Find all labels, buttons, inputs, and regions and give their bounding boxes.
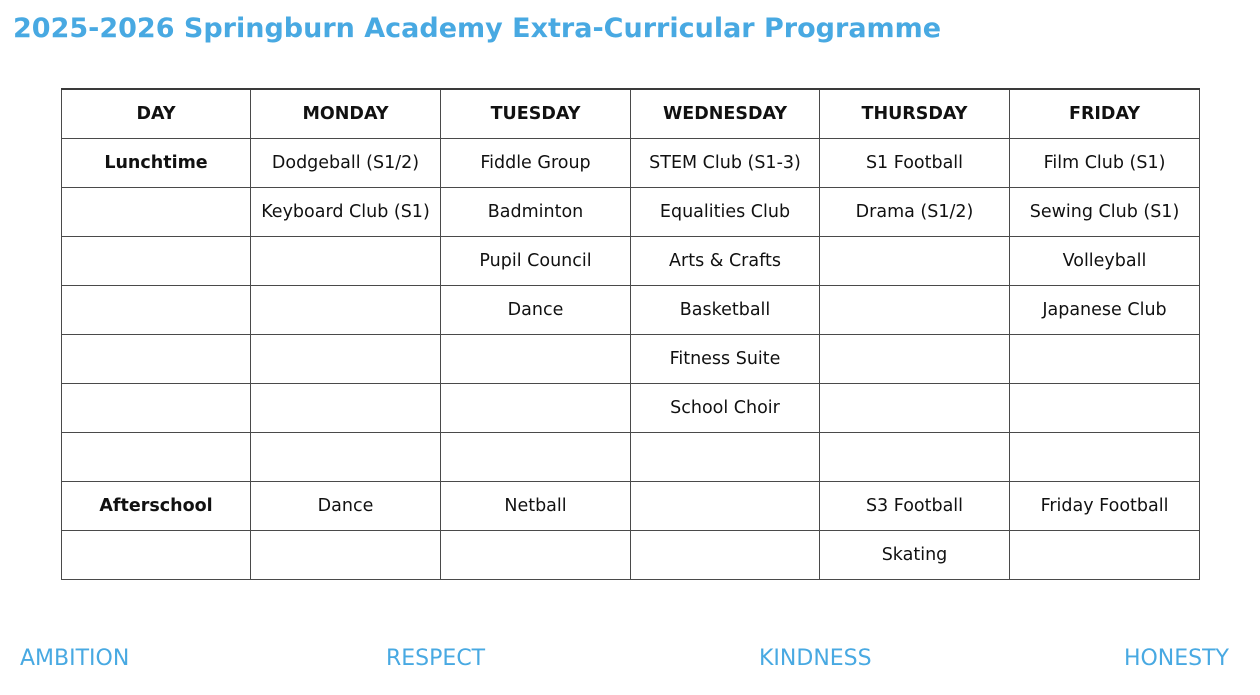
table-cell: Drama (S1/2)	[820, 188, 1010, 237]
value-kindness: KINDNESS	[759, 646, 872, 671]
table-cell: STEM Club (S1-3)	[631, 139, 820, 188]
table-cell: Keyboard Club (S1)	[251, 188, 441, 237]
session-label: Lunchtime	[62, 139, 251, 188]
table-cell	[1010, 433, 1200, 482]
session-label	[62, 531, 251, 580]
column-header-tuesday: TUESDAY	[441, 89, 631, 139]
table-row	[62, 433, 1200, 482]
table-cell: Film Club (S1)	[1010, 139, 1200, 188]
column-header-thursday: THURSDAY	[820, 89, 1010, 139]
table-row	[62, 286, 1200, 335]
header-row	[62, 89, 1200, 139]
table-cell: Fitness Suite	[631, 335, 820, 384]
session-label	[62, 188, 251, 237]
table-cell	[251, 433, 441, 482]
table-cell: Dodgeball (S1/2)	[251, 139, 441, 188]
column-header-monday: MONDAY	[251, 89, 441, 139]
table-cell: Pupil Council	[441, 237, 631, 286]
session-label	[62, 237, 251, 286]
session-label	[62, 286, 251, 335]
table-cell	[1010, 335, 1200, 384]
table-cell	[631, 433, 820, 482]
table-cell	[820, 384, 1010, 433]
table-row	[62, 531, 1200, 580]
table-cell: Basketball	[631, 286, 820, 335]
table-cell: Friday Football	[1010, 482, 1200, 531]
session-label: Afterschool	[62, 482, 251, 531]
table-cell	[441, 531, 631, 580]
table-cell	[251, 237, 441, 286]
session-label	[62, 384, 251, 433]
table-cell: Volleyball	[1010, 237, 1200, 286]
school-values-footer	[0, 642, 1260, 676]
column-header-day: DAY	[62, 89, 251, 139]
table-cell	[631, 482, 820, 531]
table-cell	[441, 335, 631, 384]
table-row	[62, 237, 1200, 286]
table-cell	[820, 237, 1010, 286]
table-cell: Badminton	[441, 188, 631, 237]
session-label	[62, 335, 251, 384]
table-cell: Equalities Club	[631, 188, 820, 237]
table-cell	[441, 433, 631, 482]
column-header-wednesday: WEDNESDAY	[631, 89, 820, 139]
value-ambition: AMBITION	[20, 646, 130, 671]
session-label	[62, 433, 251, 482]
table-cell: Dance	[251, 482, 441, 531]
value-honesty: HONESTY	[1123, 646, 1229, 671]
table-cell: S3 Football	[820, 482, 1010, 531]
table-cell	[251, 531, 441, 580]
table-cell	[1010, 384, 1200, 433]
table-cell: Skating	[820, 531, 1010, 580]
table-row	[62, 335, 1200, 384]
table-cell	[441, 384, 631, 433]
table-cell	[820, 335, 1010, 384]
table-cell: School Choir	[631, 384, 820, 433]
value-respect: RESPECT	[386, 646, 486, 671]
table-cell: S1 Football	[820, 139, 1010, 188]
table-cell	[251, 335, 441, 384]
table-cell: Arts & Crafts	[631, 237, 820, 286]
page-title: 2025-2026 Springburn Academy Extra-Curricular Programme	[13, 13, 942, 44]
timetable	[61, 88, 1200, 580]
table-cell	[251, 286, 441, 335]
table-cell: Japanese Club	[1010, 286, 1200, 335]
table-cell: Netball	[441, 482, 631, 531]
table-cell	[251, 384, 441, 433]
table-cell	[820, 286, 1010, 335]
table-cell: Dance	[441, 286, 631, 335]
table-cell: Fiddle Group	[441, 139, 631, 188]
table-row	[62, 188, 1200, 237]
table-row	[62, 384, 1200, 433]
table-cell: Sewing Club (S1)	[1010, 188, 1200, 237]
table-cell	[631, 531, 820, 580]
table-cell	[820, 433, 1010, 482]
table-cell	[1010, 531, 1200, 580]
table-row	[62, 139, 1200, 188]
column-header-friday: FRIDAY	[1010, 89, 1200, 139]
table-row	[62, 482, 1200, 531]
